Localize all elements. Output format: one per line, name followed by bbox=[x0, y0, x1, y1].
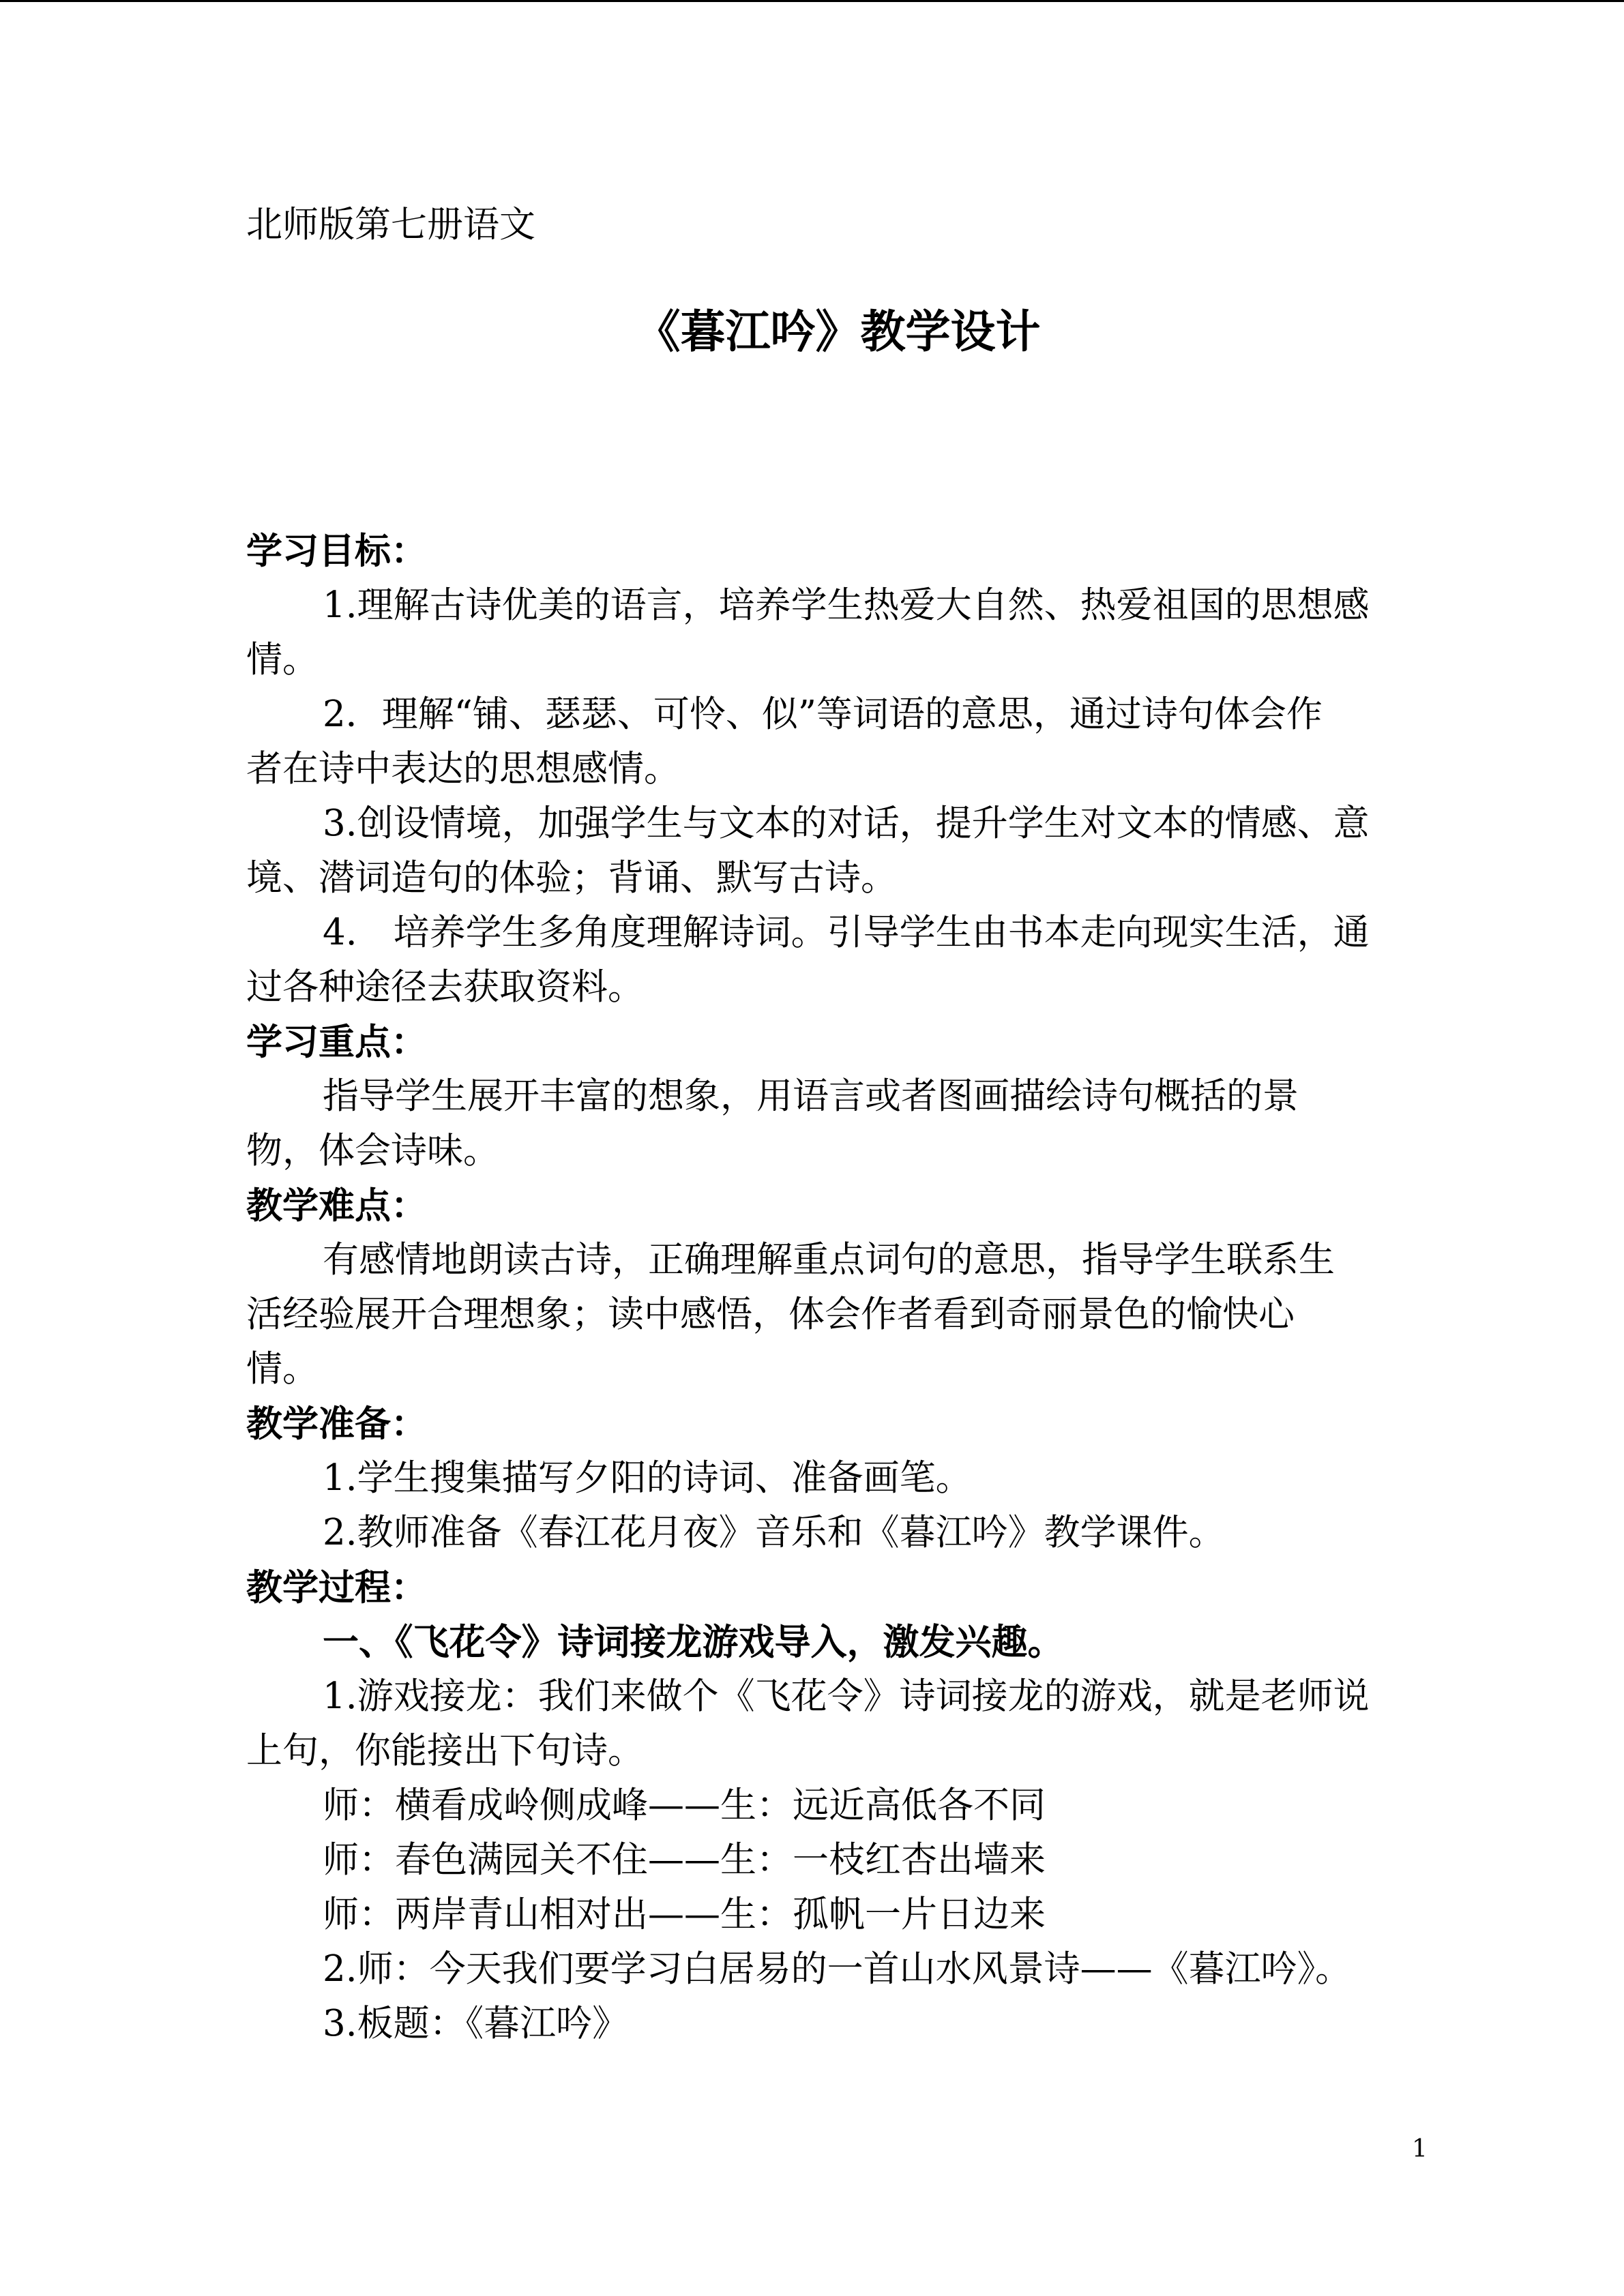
step-1-item-3: 3.板题：《暮江吟》 bbox=[323, 2003, 629, 2044]
preparation-item-1: 1.学生搜集描写夕阳的诗词、准备画笔。 bbox=[323, 1457, 972, 1499]
dialog-line-2: 师：春色满园关不住——生：一枝红杏出墙来 bbox=[323, 1839, 1046, 1881]
step-1-item-1-line-1: 1.游戏接龙：我们来做个《飞花令》诗词接龙的游戏，就是老师说 bbox=[323, 1675, 1370, 1717]
section-heading-difficulty: 教学难点： bbox=[246, 1184, 427, 1227]
step-1-item-1-line-2: 上句，你能接出下句诗。 bbox=[246, 1730, 644, 1772]
key-line-1: 指导学生展开丰富的想象，用语言或者图画描绘诗句概括的景 bbox=[323, 1075, 1299, 1117]
goal-2-line-1: 2．理解“铺、瑟瑟、可怜、似”等词语的意思，通过诗句体会作 bbox=[323, 694, 1323, 735]
page-number: 1 bbox=[1412, 2135, 1428, 2163]
difficulty-line-1: 有感情地朗读古诗，正确理解重点词句的意思，指导学生联系生 bbox=[323, 1239, 1335, 1281]
goal-1-line-1: 1.理解古诗优美的语言，培养学生热爱大自然、热爱祖国的思想感 bbox=[323, 584, 1370, 626]
dialog-line-1: 师：横看成岭侧成峰——生：远近高低各不同 bbox=[323, 1785, 1046, 1826]
section-heading-preparation: 教学准备： bbox=[246, 1403, 427, 1445]
section-heading-key-points: 学习重点： bbox=[246, 1021, 427, 1063]
goal-4-line-2: 过各种途径去获取资料。 bbox=[246, 966, 644, 1008]
step-1-heading: 一、《飞花令》诗词接龙游戏导入，激发兴趣。 bbox=[323, 1621, 1064, 1663]
difficulty-line-2: 活经验展开合理想象；读中感悟，体会作者看到奇丽景色的愉快心 bbox=[246, 1294, 1295, 1335]
goal-2-line-2: 者在诗中表达的思想感情。 bbox=[246, 748, 680, 790]
goal-3-line-2: 境、潜词造句的体验；背诵、默写古诗。 bbox=[246, 857, 897, 899]
document-title: 《暮江吟》教学设计 bbox=[635, 305, 1041, 358]
page-top-border bbox=[0, 0, 1624, 2]
section-heading-goals: 学习目标： bbox=[246, 530, 427, 572]
document-body bbox=[246, 524, 1430, 2051]
goal-4-line-1: 4. 培养学生多角度理解诗词。引导学生由书本走向现实生活，通 bbox=[323, 912, 1370, 953]
difficulty-line-3: 情。 bbox=[246, 1348, 319, 1390]
goal-1-line-2: 情。 bbox=[246, 639, 319, 681]
section-heading-process: 教学过程： bbox=[246, 1566, 427, 1609]
goal-3-line-1: 3.创设情境，加强学生与文本的对话，提升学生对文本的情感、意 bbox=[323, 803, 1370, 844]
dialog-line-3: 师：两岸青山相对出——生：孤帆一片日边来 bbox=[323, 1894, 1046, 1935]
document-header: 北师版第七册语文 bbox=[246, 204, 535, 245]
preparation-item-2: 2.教师准备《春江花月夜》音乐和《暮江吟》教学课件。 bbox=[323, 1512, 1225, 1553]
key-line-2: 物，体会诗味。 bbox=[246, 1130, 499, 1172]
step-1-item-2: 2.师：今天我们要学习白居易的一首山水风景诗——《暮江吟》。 bbox=[323, 1948, 1352, 1990]
